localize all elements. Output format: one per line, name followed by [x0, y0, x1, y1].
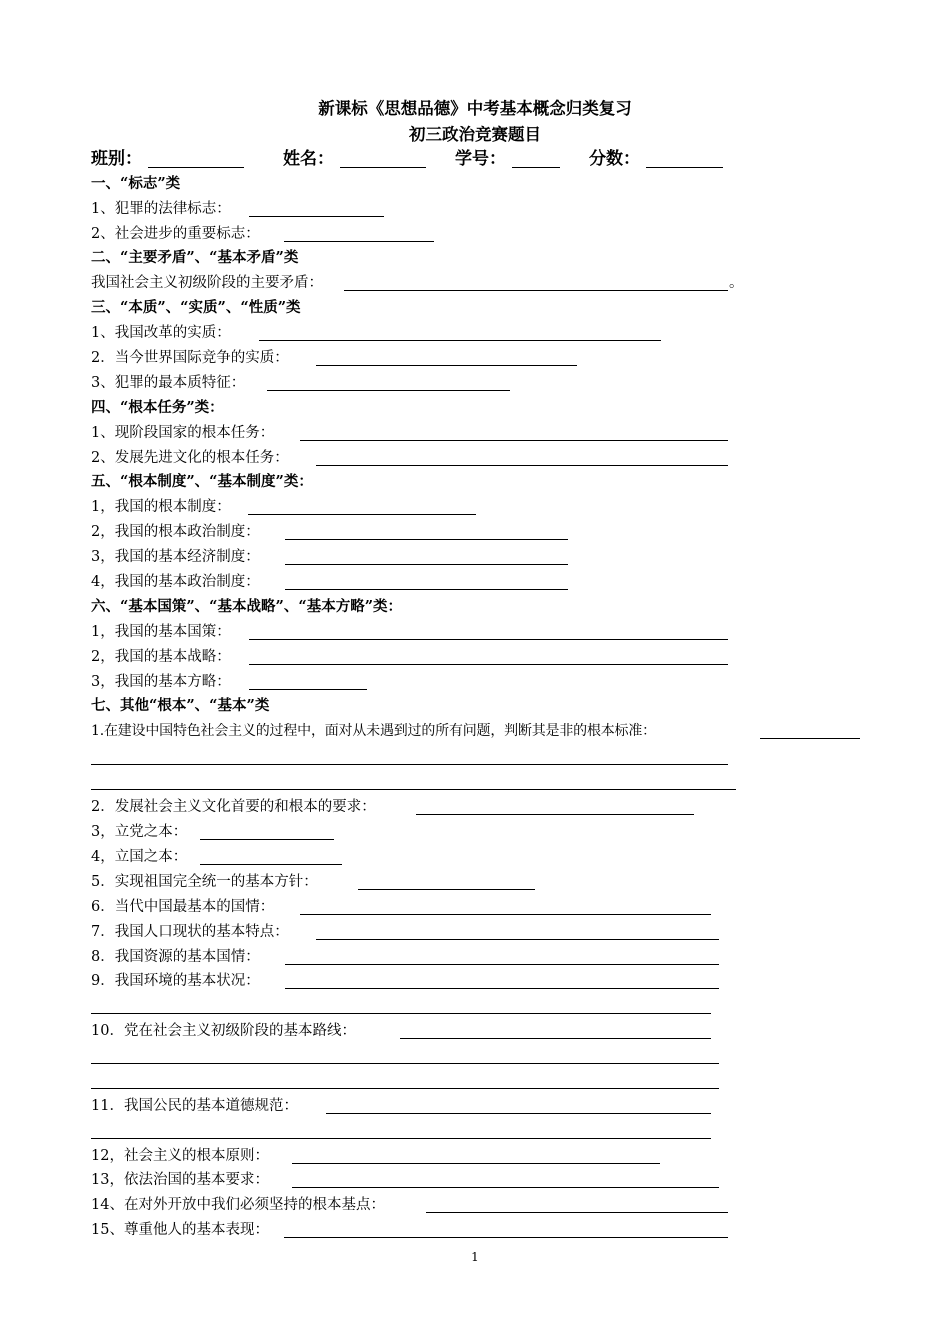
question-label: 3，我国的基本方略：: [91, 674, 231, 690]
class-label: 班别：: [91, 149, 142, 169]
question-label: 4，我国的基本政治制度：: [91, 574, 260, 590]
answer-blank[interactable]: [249, 216, 384, 217]
answer-blank[interactable]: [249, 689, 367, 690]
score-label: 分数：: [589, 149, 640, 169]
answer-blank[interactable]: [91, 1088, 719, 1089]
answer-blank[interactable]: [91, 764, 728, 765]
answer-blank[interactable]: [91, 789, 736, 790]
answer-blank[interactable]: [760, 738, 860, 739]
answer-blank[interactable]: [249, 664, 728, 665]
question-label: 2．发展社会主义文化首要的和根本的要求：: [91, 799, 376, 815]
section-heading: 五、“根本制度”、“基本制度”类：: [91, 473, 313, 490]
question-label: 我国社会主义初级阶段的主要矛盾：: [91, 275, 323, 291]
answer-blank[interactable]: [267, 390, 510, 391]
student-id-blank[interactable]: [512, 167, 560, 168]
question-label: 2、发展先进文化的根本任务：: [91, 450, 289, 466]
question-label: 3、犯罪的最本质特征：: [91, 375, 246, 391]
section-heading: 二、“主要矛盾”、“基本矛盾”类: [91, 249, 299, 266]
answer-blank[interactable]: [91, 1138, 711, 1139]
name-label: 姓名：: [283, 149, 334, 169]
score-blank[interactable]: [646, 167, 723, 168]
answer-blank[interactable]: [292, 1163, 660, 1164]
question-label: 5．实现祖国完全统一的基本方针：: [91, 874, 318, 890]
answer-blank[interactable]: [285, 564, 568, 565]
question-label: 13，依法治国的基本要求：: [91, 1172, 269, 1188]
answer-blank[interactable]: [316, 939, 719, 940]
question-label: 11．我国公民的基本道德规范：: [91, 1098, 298, 1114]
question-label: 14、在对外开放中我们必须坚持的根本基点：: [91, 1197, 385, 1213]
question-label: 6．当代中国最基本的国情：: [91, 899, 275, 915]
answer-blank[interactable]: [300, 440, 728, 441]
question-label: 1、犯罪的法律标志：: [91, 201, 231, 217]
question-label: 4，立国之本：: [91, 849, 188, 865]
question-label: 2．当今世界国际竞争的实质：: [91, 350, 289, 366]
question-label: 10．党在社会主义初级阶段的基本路线：: [91, 1023, 356, 1039]
answer-blank[interactable]: [300, 914, 711, 915]
name-blank[interactable]: [340, 167, 426, 168]
end-period: 。: [729, 275, 744, 291]
section-heading: 七、其他“根本”、“基本”类: [91, 697, 270, 714]
document-title: 新课标《思想品德》中考基本概念归类复习: [318, 99, 632, 118]
answer-blank[interactable]: [316, 365, 577, 366]
answer-blank[interactable]: [344, 290, 728, 291]
class-blank[interactable]: [148, 167, 244, 168]
answer-blank[interactable]: [285, 539, 568, 540]
question-label: 2，我国的基本战略：: [91, 649, 231, 665]
question-label: 1、现阶段国家的根本任务：: [91, 425, 275, 441]
answer-blank[interactable]: [292, 1187, 719, 1188]
question-label: 2、社会进步的重要标志：: [91, 226, 260, 242]
answer-blank[interactable]: [284, 1237, 728, 1238]
answer-blank[interactable]: [326, 1113, 711, 1114]
answer-blank[interactable]: [248, 514, 476, 515]
answer-blank[interactable]: [400, 1038, 711, 1039]
question-label: 3，立党之本：: [91, 824, 188, 840]
question-label: 2，我国的根本政治制度：: [91, 524, 260, 540]
answer-blank[interactable]: [416, 814, 694, 815]
answer-blank[interactable]: [91, 1013, 711, 1014]
answer-blank[interactable]: [284, 241, 434, 242]
section-heading: 六、“基本国策”、“基本战略”、“基本方略”类：: [91, 598, 403, 615]
question-label: 1、我国改革的实质：: [91, 325, 231, 341]
student-id-label: 学号：: [455, 149, 506, 169]
question-label: 8．我国资源的基本国情：: [91, 949, 260, 965]
question-label: 1，我国的根本制度：: [91, 499, 231, 515]
answer-blank[interactable]: [249, 639, 728, 640]
document-subtitle: 初三政治竞赛题目: [409, 125, 541, 144]
answer-blank[interactable]: [285, 988, 719, 989]
section-heading: 四、“根本任务”类：: [91, 399, 224, 416]
answer-blank[interactable]: [358, 889, 535, 890]
question-label: 1，我国的基本国策：: [91, 624, 231, 640]
question-label: 3，我国的基本经济制度：: [91, 549, 260, 565]
question-label: 9．我国环境的基本状况：: [91, 973, 260, 989]
question-label: 7．我国人口现状的基本特点：: [91, 924, 289, 940]
answer-blank[interactable]: [316, 465, 728, 466]
question-label: 15、尊重他人的基本表现：: [91, 1222, 269, 1238]
answer-blank[interactable]: [285, 589, 568, 590]
question-label: 12，社会主义的根本原则：: [91, 1148, 269, 1164]
answer-blank[interactable]: [285, 964, 719, 965]
answer-blank[interactable]: [200, 864, 342, 865]
answer-blank[interactable]: [200, 839, 334, 840]
answer-blank[interactable]: [426, 1212, 728, 1213]
section-heading: 一、“标志”类: [91, 175, 181, 192]
answer-blank[interactable]: [91, 1063, 719, 1064]
question-label: 1.在建设中国特色社会主义的过程中，面对从未遇到过的所有问题，判断其是非的根本标准：: [91, 723, 656, 739]
answer-blank[interactable]: [259, 340, 661, 341]
page-number: 1: [471, 1250, 479, 1264]
section-heading: 三、“本质”、“实质”、“性质”类: [91, 299, 301, 316]
